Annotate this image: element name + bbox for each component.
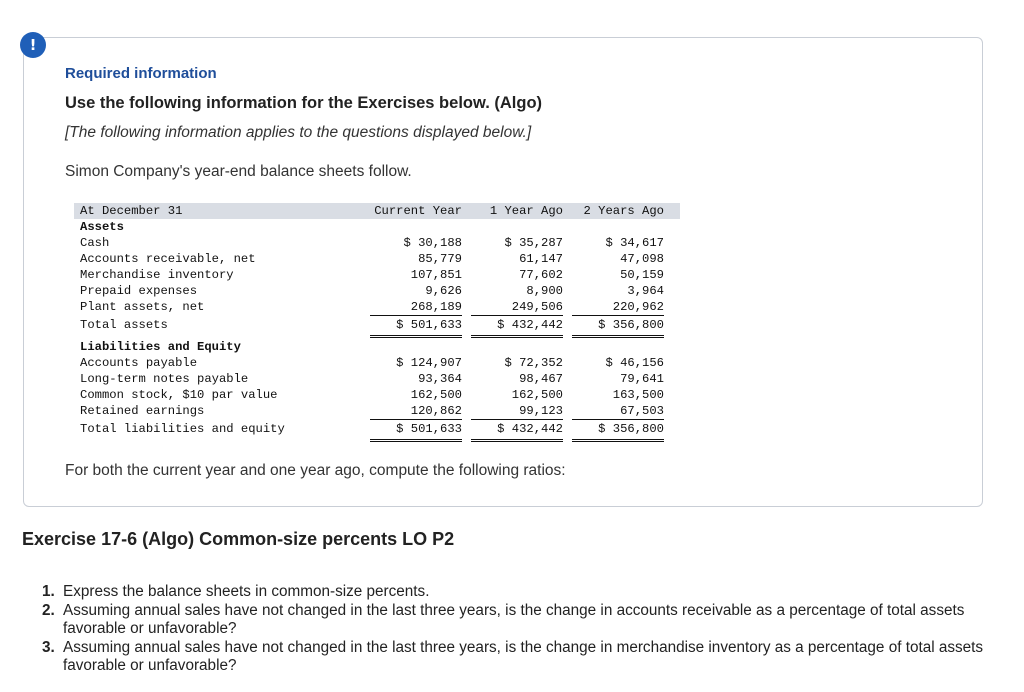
- cell-current-year: 107,851: [410, 268, 462, 282]
- exercise-title: Exercise 17-6 (Algo) Common-size percents LO P2: [22, 529, 455, 549]
- task-text: Assuming annual sales have not changed in the last three years, is the change in merchandise inventory as a percentage of total assets favorable or unfavorable?: [63, 638, 984, 674]
- cell-1-year-ago: $ 432,442: [471, 315, 563, 338]
- cell-2-years-ago: 220,962: [572, 299, 664, 316]
- cell-1-year-ago: 8,900: [526, 284, 563, 298]
- task-number: 3.: [42, 638, 55, 656]
- required-info-heading: Required information: [65, 65, 217, 82]
- cell-2-years-ago: 50,159: [620, 268, 664, 282]
- task-text: Assuming annual sales have not changed in the last three years, is the change in accounts receivable as a percentage of total assets favorable or unfavorable?: [63, 601, 965, 637]
- balance-sheet-table: [74, 203, 680, 439]
- alert-icon: !: [20, 32, 46, 58]
- header-1-year-ago: 1 Year Ago: [489, 204, 563, 218]
- row-label: Long-term notes payable: [80, 372, 249, 386]
- cell-1-year-ago: 61,147: [519, 252, 563, 266]
- table-row: [74, 283, 680, 299]
- cell-2-years-ago: 67,503: [572, 403, 664, 420]
- cell-1-year-ago: $ 35,287: [504, 236, 563, 250]
- row-label: Plant assets, net: [80, 300, 205, 314]
- cell-1-year-ago: 77,602: [519, 268, 563, 282]
- intro-text: Simon Company's year-end balance sheets follow.: [65, 163, 412, 180]
- row-label: Retained earnings: [80, 404, 205, 418]
- table-header-row: [74, 203, 680, 219]
- cell-1-year-ago: $ 432,442: [471, 419, 563, 442]
- table-row: [74, 251, 680, 267]
- row-label: Prepaid expenses: [80, 284, 198, 298]
- cell-1-year-ago: 162,500: [511, 388, 563, 402]
- header-current-year: Current Year: [374, 204, 462, 218]
- cell-2-years-ago: $ 46,156: [605, 356, 664, 370]
- table-row: [74, 339, 680, 355]
- table-row-total: [74, 419, 680, 439]
- applies-note: [The following information applies to the questions displayed below.]: [65, 124, 532, 141]
- task-list: [42, 583, 992, 676]
- table-row-total: [74, 315, 680, 335]
- row-label: Total assets: [80, 318, 168, 332]
- cell-2-years-ago: $ 356,800: [572, 419, 664, 442]
- cell-current-year: 93,364: [418, 372, 462, 386]
- cell-current-year: $ 30,188: [403, 236, 462, 250]
- cell-2-years-ago: $ 356,800: [572, 315, 664, 338]
- row-label: Cash: [80, 236, 110, 250]
- cell-1-year-ago: 98,467: [519, 372, 563, 386]
- task-number: 2.: [42, 601, 55, 619]
- cell-current-year: 85,779: [418, 252, 462, 266]
- table-row: [74, 387, 680, 403]
- cell-1-year-ago: 249,506: [471, 299, 563, 316]
- cell-current-year: 268,189: [370, 299, 462, 316]
- table-row: [74, 267, 680, 283]
- task-item: [42, 583, 992, 602]
- cell-current-year: $ 501,633: [370, 315, 462, 338]
- task-item: [42, 602, 992, 639]
- row-label: Accounts receivable, net: [80, 252, 256, 266]
- cell-1-year-ago: 99,123: [471, 403, 563, 420]
- row-label: Assets: [80, 220, 124, 234]
- cell-current-year: 162,500: [410, 388, 462, 402]
- cell-2-years-ago: 47,098: [620, 252, 664, 266]
- row-label: Merchandise inventory: [80, 268, 234, 282]
- row-label: Liabilities and Equity: [80, 340, 241, 354]
- task-item: [42, 639, 992, 676]
- cell-2-years-ago: $ 34,617: [605, 236, 664, 250]
- table-row: [74, 299, 680, 315]
- task-number: 1.: [42, 583, 55, 600]
- cell-2-years-ago: 3,964: [627, 284, 664, 298]
- row-label: Total liabilities and equity: [80, 422, 285, 436]
- table-row: [74, 219, 680, 235]
- header-2-years-ago: 2 Years Ago: [583, 204, 664, 218]
- table-row: [74, 235, 680, 251]
- cell-current-year: 120,862: [370, 403, 462, 420]
- task-text: Express the balance sheets in common-size percents.: [63, 583, 430, 600]
- row-label: Accounts payable: [80, 356, 198, 370]
- cell-current-year: $ 501,633: [370, 419, 462, 442]
- compute-instruction: For both the current year and one year ago, compute the following ratios:: [65, 462, 566, 479]
- cell-current-year: 9,626: [425, 284, 462, 298]
- table-row: [74, 355, 680, 371]
- cell-2-years-ago: 79,641: [620, 372, 664, 386]
- table-row: [74, 403, 680, 419]
- table-row: [74, 371, 680, 387]
- row-label: Common stock, $10 par value: [80, 388, 278, 402]
- header-at-december: At December 31: [80, 204, 183, 218]
- cell-2-years-ago: 163,500: [612, 388, 664, 402]
- cell-current-year: $ 124,907: [396, 356, 462, 370]
- cell-1-year-ago: $ 72,352: [504, 356, 563, 370]
- use-info-heading: Use the following information for the Exercises below. (Algo): [65, 94, 543, 112]
